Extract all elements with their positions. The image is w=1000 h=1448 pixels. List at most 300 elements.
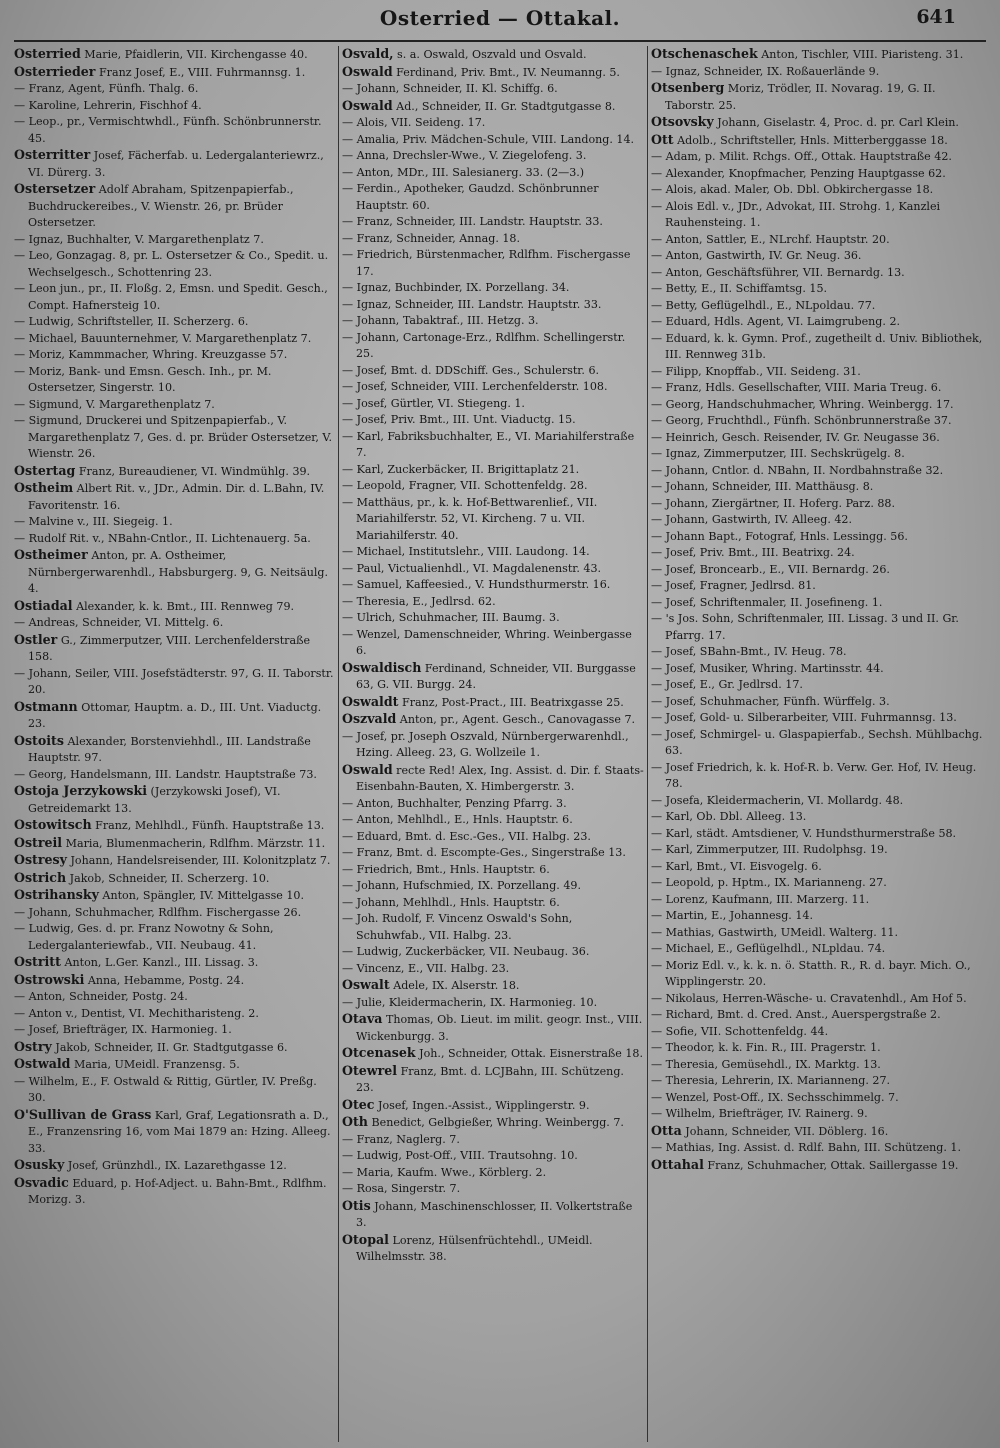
entry-text: Eduard, p. Hof-Adject. u. Bahn-Bmt., Rdlfhm. Morizg. 3.	[28, 1176, 327, 1206]
entry-surname: Ostry	[14, 1038, 52, 1054]
entry-text: Franz, Bmt. d. LCJBahn, III. Schützeng. 23.	[356, 1064, 624, 1094]
directory-entry	[342, 81, 644, 98]
entry-text: Johann, Giselastr. 4, Proc. d. pr. Carl Klein.	[713, 116, 959, 129]
entry-text: — Leop., pr., Vermischtwhdl., Fünfh. Schönbrunnerstr. 45.	[14, 115, 322, 145]
entry-text: Franz, Post-Pract., III. Beatrixgasse 25.	[398, 695, 624, 709]
directory-entry	[342, 165, 644, 182]
entry-text: — Josef, Bmt. d. DDSchiff. Ges., Schulerstr. 6.	[342, 363, 600, 377]
directory-entry	[651, 1073, 987, 1090]
directory-entry	[651, 1024, 987, 1041]
entry-text: — Wilhelm, E., F. Ostwald & Rittig, Gürtler, IV. Preßg. 30.	[14, 1074, 317, 1104]
entry-text: — Sigmund, Druckerei und Spitzenpapierfab., V. Margarethenplatz 7, Ges. d. pr. Brüder Ostersetzer, V. Wienstr. 26.	[14, 414, 333, 460]
entry-surname: Otsenberg	[651, 80, 725, 95]
directory-entry	[14, 413, 336, 463]
directory-entry	[342, 711, 644, 729]
directory-entry	[14, 46, 336, 64]
directory-entry	[651, 397, 987, 414]
entry-text: Franz, Mehlhdl., Fünfh. Hauptstraße 13.	[91, 819, 325, 832]
entry-text: Ferdinand, Priv. Bmt., IV. Neumanng. 5.	[392, 65, 620, 79]
entry-surname: Oswald	[342, 63, 393, 79]
directory-entry	[342, 944, 644, 961]
directory-entry	[342, 544, 644, 561]
entry-text: — Karl, Zuckerbäcker, II. Brigittaplatz 21.	[342, 462, 580, 476]
entry-text: Jakob, Schneider, II. Scherzerg. 10.	[66, 871, 270, 885]
directory-entry	[14, 147, 336, 181]
directory-entry	[342, 462, 644, 479]
directory-entry	[651, 463, 987, 480]
entry-text: Benedict, Gelbgießer, Whring. Weinbergg. 7.	[367, 1116, 624, 1129]
entry-surname: Ostrowski	[14, 971, 85, 987]
entry-text: — Anton, Gastwirth, IV. Gr. Neug. 36.	[651, 249, 862, 262]
directory-entry	[14, 397, 336, 414]
entry-surname: Ostrihansky	[14, 887, 99, 902]
entry-text: Anton, Tischler, VIII. Piaristeng. 31.	[757, 48, 964, 61]
directory-entry	[342, 429, 644, 462]
entry-text: — Filipp, Knopffab., VII. Seideng. 31.	[651, 364, 861, 378]
entry-surname: Otewrel	[342, 1062, 398, 1078]
entry-text: — Franz, Bmt. d. Escompte-Ges., Singerstraße 13.	[342, 846, 626, 859]
directory-entry	[651, 826, 987, 843]
entry-surname: Ostertag	[14, 462, 76, 478]
directory-entry	[651, 1106, 987, 1123]
directory-entry	[342, 214, 644, 231]
entry-text: — Ignaz, Buchhalter, V. Margarethenplatz 7.	[14, 232, 264, 246]
entry-text: Thomas, Ob. Lieut. im milit. geogr. Inst., VIII. Wickenburgg. 3.	[356, 1013, 643, 1043]
entry-text: — Martin, E., Johannesg. 14.	[651, 909, 814, 922]
directory-entry	[651, 281, 987, 298]
directory-entry	[342, 231, 644, 248]
directory-entry	[651, 496, 987, 513]
directory-entry	[14, 531, 336, 548]
entry-text: Anna, Hebamme, Postg. 24.	[84, 973, 245, 987]
directory-entry	[14, 331, 336, 348]
directory-entry	[14, 248, 336, 281]
entry-surname: Otopal	[342, 1231, 389, 1247]
directory-entry	[14, 547, 336, 598]
directory-entry	[14, 989, 336, 1006]
directory-entry	[14, 615, 336, 632]
directory-entry	[14, 480, 336, 514]
entry-text: Johann, Schneider, VII. Döblerg. 16.	[681, 1124, 889, 1138]
directory-entry	[14, 1022, 336, 1039]
entry-text: — Eduard, Hdls. Agent, VI. Laimgrubeng. 2.	[651, 315, 901, 328]
directory-entry	[342, 148, 644, 165]
entry-text: — Josef, Priv. Bmt., III. Unt. Viaductg. 15.	[342, 413, 576, 426]
directory-entry	[14, 817, 336, 835]
entry-text: — Michael, E., Geflügelhdl., NLpldau. 74.	[651, 942, 886, 955]
directory-entry	[14, 870, 336, 888]
directory-entry	[14, 666, 336, 699]
entry-text: — Alexander, Knopfmacher, Penzing Hauptgasse 62.	[651, 166, 946, 180]
entry-text: Joh., Schneider, Ottak. Eisnerstraße 18.	[415, 1047, 643, 1060]
entry-text: Franz, Schuhmacher, Ottak. Saillergasse 19.	[703, 1158, 959, 1172]
entry-text: — Anton, Buchhalter, Penzing Pfarrg. 3.	[342, 796, 567, 810]
entry-text: — Leo, Gonzagag. 8, pr. L. Ostersetzer & Co., Spedit. u. Wechselgesch., Schottenring 23.	[14, 249, 329, 279]
entry-text: — Richard, Bmt. d. Cred. Anst., Auerspergstraße 2.	[651, 1008, 941, 1021]
directory-entry	[14, 364, 336, 397]
entry-text: — Rosa, Singerstr. 7.	[342, 1182, 461, 1195]
entry-text: — Heinrich, Gesch. Reisender, IV. Gr. Neugasse 36.	[651, 430, 940, 444]
entry-text: — Ignaz, Schneider, IX. Roßauerlände 9.	[651, 64, 880, 78]
directory-entry	[651, 644, 987, 661]
directory-entry	[342, 115, 644, 132]
directory-entry	[651, 1057, 987, 1074]
directory-entry	[342, 1011, 644, 1045]
directory-entry	[342, 561, 644, 578]
entry-surname: Otava	[342, 1011, 383, 1026]
directory-entry	[342, 1063, 644, 1097]
directory-entry	[14, 1039, 336, 1057]
directory-entry	[342, 396, 644, 413]
entry-text: — Josef, Gürtler, VI. Stiegeng. 1.	[342, 396, 525, 410]
entry-surname: Ostowitsch	[14, 817, 92, 832]
directory-entry	[342, 132, 644, 149]
entry-surname: Ostiadal	[14, 597, 73, 613]
entry-text: Jakob, Schneider, II. Gr. Stadtgutgasse 6.	[51, 1040, 288, 1054]
directory-entry	[342, 247, 644, 280]
directory-entry	[342, 181, 644, 214]
header-rule	[14, 40, 986, 42]
entry-text: s. a. Oswald, Oszvald und Osvald.	[393, 48, 587, 61]
entry-surname: Oswaldt	[342, 693, 399, 709]
entry-surname: Ostresy	[14, 852, 67, 867]
entry-surname: Otec	[342, 1096, 375, 1112]
directory-entry	[342, 627, 644, 660]
entry-text: — Josefa, Kleidermacherin, VI. Mollardg. 48.	[651, 793, 904, 807]
entry-text: — Georg, Handelsmann, III. Landstr. Hauptstraße 73.	[14, 767, 317, 781]
entry-text: — Malvine v., III. Siegeig. 1.	[14, 515, 173, 528]
entry-text: — Paul, Victualienhdl., VI. Magdalenenstr. 43.	[342, 561, 602, 575]
entry-text: — Josef, E., Gr. Jedlrsd. 17.	[651, 678, 803, 691]
directory-entry	[651, 793, 987, 810]
directory-entry	[14, 887, 336, 905]
directory-entry	[14, 767, 336, 784]
directory-entry	[14, 1157, 336, 1175]
directory-entry	[342, 64, 644, 82]
directory-entry	[14, 632, 336, 666]
directory-entry	[14, 1175, 336, 1209]
entry-text: — Ulrich, Schuhmacher, III. Baumg. 3.	[342, 611, 560, 624]
entry-text: — Leopold, Fragner, VII. Schottenfeldg. 28.	[342, 479, 588, 492]
entry-text: — Theresia, E., Jedlrsd. 62.	[342, 594, 496, 608]
directory-entry	[14, 1056, 336, 1074]
entry-surname: Ostoits	[14, 732, 64, 748]
entry-text: Lorenz, Hülsenfrüchtehdl., UMeidl. Wilhelmsstr. 38.	[356, 1233, 593, 1263]
entry-text: — Josef, SBahn-Bmt., IV. Heug. 78.	[651, 645, 847, 658]
entry-surname: Ostwald	[14, 1056, 71, 1071]
entry-text: — Karl, städt. Amtsdiener, V. Hundsthurmerstraße 58.	[651, 826, 957, 840]
entry-surname: Oswald	[342, 97, 393, 113]
directory-entry	[342, 1232, 644, 1266]
directory-entry	[651, 710, 987, 727]
entry-text: Adele, IX. Alserstr. 18.	[389, 979, 520, 992]
entry-text: Anton, pr. A. Ostheimer, Nürnbergerwarenhdl., Habsburgerg. 9, G. Neitsäulg. 4.	[28, 549, 329, 595]
entry-text: — Josef, Schmirgel- u. Glaspapierfab., Sechsh. Mühlbachg. 63.	[651, 727, 983, 757]
entry-text: — Ludwig, Ges. d. pr. Franz Nowotny & Sohn, Ledergalanteriewfab., VII. Neubaug. 41.	[14, 922, 274, 952]
directory-entry	[342, 995, 644, 1012]
directory-entry	[342, 1114, 644, 1132]
directory-entry	[342, 977, 644, 995]
entry-text: — Josef Friedrich, k. k. Hof-R. b. Verw. Ger. Hof, IV. Heug. 78.	[651, 760, 977, 790]
entry-text: Ad., Schneider, II. Gr. Stadtgutgasse 8.	[392, 99, 616, 113]
directory-entry	[14, 514, 336, 531]
directory-entry	[342, 412, 644, 429]
directory-entry	[651, 661, 987, 678]
entry-text: — Moriz, Kammmacher, Whring. Kreuzgasse 57.	[14, 348, 288, 361]
entry-text: — Alois, akad. Maler, Ob. Dbl. Obkirchergasse 18.	[651, 183, 934, 196]
directory-entry	[342, 1165, 644, 1182]
entry-surname: Otis	[342, 1197, 371, 1213]
entry-text: — Karl, Bmt., VI. Eisvogelg. 6.	[651, 859, 822, 873]
directory-entry	[651, 1140, 987, 1157]
directory-entry	[651, 1090, 987, 1107]
entry-text: — Theresia, Gemüsehdl., IX. Marktg. 13.	[651, 1057, 881, 1071]
entry-text: — Anton, Mehlhdl., E., Hnls. Hauptstr. 6.	[342, 813, 573, 826]
entry-text: Ferdinand, Schneider, VII. Burggasse 63, G. VII. Burgg. 24.	[356, 661, 636, 691]
directory-entry	[651, 677, 987, 694]
entry-text: Adolb., Schriftsteller, Hnls. Mitterberggasse 18.	[673, 133, 948, 147]
entry-surname: Ostmann	[14, 698, 78, 714]
directory-entry	[651, 925, 987, 942]
entry-text: — Nikolaus, Herren-Wäsche- u. Cravatenhdl., Am Hof 5.	[651, 991, 967, 1005]
directory-entry	[14, 463, 336, 481]
entry-text: G., Zimmerputzer, VIII. Lerchenfelderstraße 158.	[28, 633, 311, 663]
directory-entry	[342, 478, 644, 495]
entry-text: — Matthäus, pr., k. k. Hof-Bettwarenlief., VII. Mariahilferstr. 52, VI. Kircheng. 7 u. VII. Mariahilferstr. 40.	[342, 495, 598, 542]
entry-text: — Maria, Kaufm. Wwe., Körblerg. 2.	[342, 1165, 547, 1179]
entry-text: — Friedrich, Bmt., Hnls. Hauptstr. 6.	[342, 862, 550, 876]
entry-surname: Oth	[342, 1114, 368, 1129]
directory-entry	[14, 114, 336, 147]
entry-text: — Sofie, VII. Schottenfeldg. 44.	[651, 1024, 829, 1038]
directory-entry	[651, 380, 987, 397]
entry-text: Alexander, Borstenviehhdl., III. Landstraße Hauptstr. 97.	[28, 734, 311, 764]
directory-entry	[342, 610, 644, 627]
entry-text: — Betty, E., II. Schiffamtsg. 15.	[651, 282, 828, 295]
directory-entry	[651, 578, 987, 595]
entry-text: — Leon jun., pr., II. Floßg. 2, Emsn. und Spedit. Gesch., Compt. Hafnersteig 10.	[14, 282, 328, 312]
directory-entry	[651, 232, 987, 249]
entry-text: recte Red! Alex, Ing. Assist. d. Dir. f. Staats-Eisenbahn-Bauten, X. Himbergerstr. 3.	[356, 763, 644, 793]
directory-entry	[342, 330, 644, 363]
entry-text: Franz Josef, E., VIII. Fuhrmannsg. 1.	[95, 65, 306, 79]
directory-entry	[651, 364, 987, 381]
directory-entry	[651, 941, 987, 958]
entry-text: Anton, Spängler, IV. Mittelgasse 10.	[98, 889, 305, 902]
entry-text: — Johann, Schneider, III. Matthäusg. 8.	[651, 480, 874, 493]
directory-entry	[651, 809, 987, 826]
directory-entry	[651, 479, 987, 496]
entry-surname: Oswalt	[342, 977, 390, 992]
directory-entry	[651, 430, 987, 447]
entry-text: — Josef, Musiker, Whring. Martinsstr. 44.	[651, 661, 884, 675]
entry-surname: Ott	[651, 131, 674, 147]
entry-text: — Johann, Hufschmied, IX. Porzellang. 49.	[342, 879, 582, 892]
directory-entry	[14, 64, 336, 82]
entry-text: — Julie, Kleidermacherin, IX. Harmonieg. 10.	[342, 995, 598, 1009]
entry-surname: Oswaldisch	[342, 659, 422, 675]
entry-text: — 's Jos. Sohn, Schriftenmaler, III. Lissag. 3 und II. Gr. Pfarrg. 17.	[651, 612, 959, 642]
directory-entry	[651, 314, 987, 331]
entry-text: — Betty, Geflügelhdl., E., NLpoldau. 77.	[651, 298, 876, 312]
entry-surname: Osterrieder	[14, 63, 96, 79]
entry-text: — Karoline, Lehrerin, Fischhof 4.	[14, 98, 202, 112]
entry-text: Maria, Blumenmacherin, Rdlfhm. Märzstr. 11.	[62, 836, 326, 850]
directory-entry	[342, 1181, 644, 1198]
entry-surname: O'Sullivan de Grass	[14, 1106, 152, 1122]
directory-entry	[651, 149, 987, 166]
directory-entry	[14, 921, 336, 954]
entry-text: — Joh. Rudolf, F. Vincenz Oswald's Sohn, Schuhwfab., VII. Halbg. 23.	[342, 912, 573, 942]
entry-text: — Franz, Agent, Fünfh. Thalg. 6.	[14, 82, 199, 95]
entry-text: — Moriz, Bank- und Emsn. Gesch. Inh., pr. M. Ostersetzer, Singerstr. 10.	[14, 364, 272, 394]
entry-surname: Oswald	[342, 761, 393, 777]
entry-text: — Josef, Fragner, Jedlrsd. 81.	[651, 579, 816, 592]
entry-text: — Leopold, p. Hptm., IX. Marianneng. 27.	[651, 876, 887, 889]
entry-text: — Franz, Schneider, III. Landstr. Hauptstr. 33.	[342, 215, 603, 228]
entry-text: — Theodor, k. k. Fin. R., III. Pragerstr. 1.	[651, 1041, 881, 1054]
entry-surname: Osvald,	[342, 46, 394, 61]
entry-text: — Johann, Tabaktraf., III. Hetzg. 3.	[342, 314, 539, 327]
directory-entry	[342, 694, 644, 712]
entry-text: — Ignaz, Zimmerputzer, III. Sechskrügelg. 8.	[651, 447, 905, 460]
entry-text: — Ignaz, Buchbinder, IX. Porzellang. 34.	[342, 281, 570, 294]
directory-entry	[651, 859, 987, 876]
entry-text: — Josef, Priv. Bmt., III. Beatrixg. 24.	[651, 546, 855, 559]
entry-text: — Anna, Drechsler-Wwe., V. Ziegelofeng. 3.	[342, 149, 587, 162]
entry-text: — Rudolf Rit. v., NBahn-Cntlor., II. Lichtenauerg. 5a.	[14, 531, 311, 545]
entry-text: — Michael, Bauunternehmer, V. Margarethenplatz 7.	[14, 331, 312, 345]
entry-text: — Johann, Cntlor. d. NBahn, II. Nordbahnstraße 32.	[651, 463, 944, 477]
directory-entry	[651, 908, 987, 925]
directory-entry	[651, 892, 987, 909]
entry-text: — Amalia, Priv. Mädchen-Schule, VIII. Landong. 14.	[342, 132, 635, 146]
directory-entry	[651, 114, 987, 132]
directory-entry	[342, 660, 644, 694]
directory-entry	[14, 905, 336, 922]
directory-entry	[14, 98, 336, 115]
entry-text: — Mathias, Gastwirth, UMeidl. Walterg. 11.	[651, 925, 898, 939]
directory-entry	[14, 232, 336, 249]
directory-entry	[342, 379, 644, 396]
entry-text: Josef, Ingen.-Assist., Wipplingerstr. 9.	[374, 1098, 590, 1112]
directory-entry	[342, 46, 644, 64]
directory-entry	[342, 577, 644, 594]
directory-entry	[342, 280, 644, 297]
entry-text: — Alois, VII. Seideng. 17.	[342, 116, 486, 129]
directory-entry	[342, 1198, 644, 1232]
entry-text: — Josef, Gold- u. Silberarbeiter, VIII. Fuhrmannsg. 13.	[651, 711, 957, 724]
directory-entry	[14, 1006, 336, 1023]
entry-surname: Ostoja Jerzykowski	[14, 783, 148, 798]
directory-entry	[342, 845, 644, 862]
directory-entry	[651, 595, 987, 612]
column-separator	[338, 46, 339, 1442]
entry-surname: Otschenaschek	[651, 46, 758, 61]
entry-surname: Osusky	[14, 1157, 65, 1172]
entry-text: — Wilhelm, Briefträger, IV. Rainerg. 9.	[651, 1107, 868, 1120]
entry-text: — Johann, Gastwirth, IV. Alleeg. 42.	[651, 513, 853, 526]
entry-surname: Ottahal	[651, 1156, 704, 1172]
directory-entry	[342, 363, 644, 380]
directory-entry	[342, 1148, 644, 1165]
directory-entry	[14, 783, 336, 817]
entry-text: — Ferdin., Apotheker, Gaudzd. Schönbrunner Hauptstr. 60.	[342, 182, 599, 212]
directory-entry	[651, 265, 987, 282]
entry-text: Alexander, k. k. Bmt., III. Rennweg 79.	[72, 599, 295, 613]
directory-entry	[14, 972, 336, 990]
directory-entry	[342, 878, 644, 895]
directory-entry	[342, 895, 644, 912]
entry-text: — Josef, Broncearb., E., VII. Bernardg. 26.	[651, 562, 890, 576]
directory-entry	[651, 199, 987, 232]
directory-entry	[342, 812, 644, 829]
directory-entry	[342, 313, 644, 330]
directory-entry	[14, 181, 336, 232]
directory-entry	[651, 64, 987, 81]
entry-surname: Ostheimer	[14, 547, 88, 562]
entry-text: Albert Rit. v., JDr., Admin. Dir. d. L.Bahn, IV. Favoritenstr. 16.	[28, 482, 325, 512]
entry-surname: Osterritter	[14, 147, 91, 162]
directory-entry	[651, 413, 987, 430]
directory-entry	[342, 594, 644, 611]
directory-entry	[651, 958, 987, 991]
entry-surname: Otsovsky	[651, 114, 714, 129]
entry-text: Marie, Pfaidlerin, VII. Kirchengasse 40.	[80, 48, 308, 61]
directory-entry	[651, 182, 987, 199]
directory-entry	[651, 694, 987, 711]
directory-entry	[651, 727, 987, 760]
entry-text: — Anton, Geschäftsführer, VII. Bernardg. 13.	[651, 265, 905, 279]
entry-text: — Wenzel, Post-Off., IX. Sechsschimmelg. 7.	[651, 1090, 899, 1104]
directory-entry	[651, 80, 987, 114]
entry-text: — Johann Bapt., Fotograf, Hnls. Lessingg. 56.	[651, 529, 908, 543]
directory-entry	[342, 911, 644, 944]
entry-text: — Eduard, k. k. Gymn. Prof., zugetheilt d. Univ. Bibliothek, III. Rennweg 31b.	[651, 331, 983, 361]
entry-text: Anton, pr., Agent. Gesch., Canovagasse 7.	[396, 713, 636, 726]
directory-entry	[651, 1157, 987, 1175]
directory-entry	[342, 762, 644, 796]
entry-text: — Karl, Zimmerputzer, III. Rudolphsg. 19.	[651, 843, 888, 856]
entry-surname: Osvadic	[14, 1174, 69, 1190]
entry-text: — Vincenz, E., VII. Halbg. 23.	[342, 961, 510, 975]
directory-entry	[651, 298, 987, 315]
entry-text: — Johann, Ziergärtner, II. Hoferg. Parz. 88.	[651, 496, 896, 510]
directory-entry	[14, 81, 336, 98]
entry-text: — Josef, Schneider, VIII. Lerchenfelderstr. 108.	[342, 380, 608, 393]
directory-entry	[651, 1040, 987, 1057]
entry-surname: Osterried	[14, 46, 81, 61]
entry-surname: Ostheim	[14, 480, 74, 495]
entry-text: Moriz, Trödler, II. Novarag. 19, G. II. Taborstr. 25.	[665, 82, 936, 112]
entry-text: — Mathias, Ing. Assist. d. Rdlf. Bahn, III. Schützeng. 1.	[651, 1141, 962, 1154]
directory-entry	[342, 98, 644, 116]
directory-entry	[651, 248, 987, 265]
entry-text: — Alois Edl. v., JDr., Advokat, III. Strohg. 1, Kanzlei Rauhensteing. 1.	[651, 199, 941, 229]
entry-surname: Ostreil	[14, 834, 63, 850]
entry-text: — Ignaz, Schneider, III. Landstr. Hauptstr. 33.	[342, 297, 602, 311]
entry-text: — Eduard, Bmt. d. Esc.-Ges., VII. Halbg. 23.	[342, 829, 591, 843]
entry-text: — Friedrich, Bürstenmacher, Rdlfhm. Fischergasse 17.	[342, 248, 631, 278]
directory-entry	[342, 1045, 644, 1063]
entry-surname: Ostrich	[14, 869, 67, 885]
directory-entry	[342, 829, 644, 846]
entry-text: — Josef, Briefträger, IX. Harmonieg. 1.	[14, 1023, 232, 1036]
entry-text: Franz, Bureaudiener, VI. Windmühlg. 39.	[75, 464, 311, 478]
entry-text: — Lorenz, Kaufmann, III. Marzerg. 11.	[651, 892, 870, 906]
entry-text: — Wenzel, Damenschneider, Whring. Weinbergasse 6.	[342, 627, 632, 657]
entry-text: — Karl, Ob. Dbl. Alleeg. 13.	[651, 810, 807, 823]
